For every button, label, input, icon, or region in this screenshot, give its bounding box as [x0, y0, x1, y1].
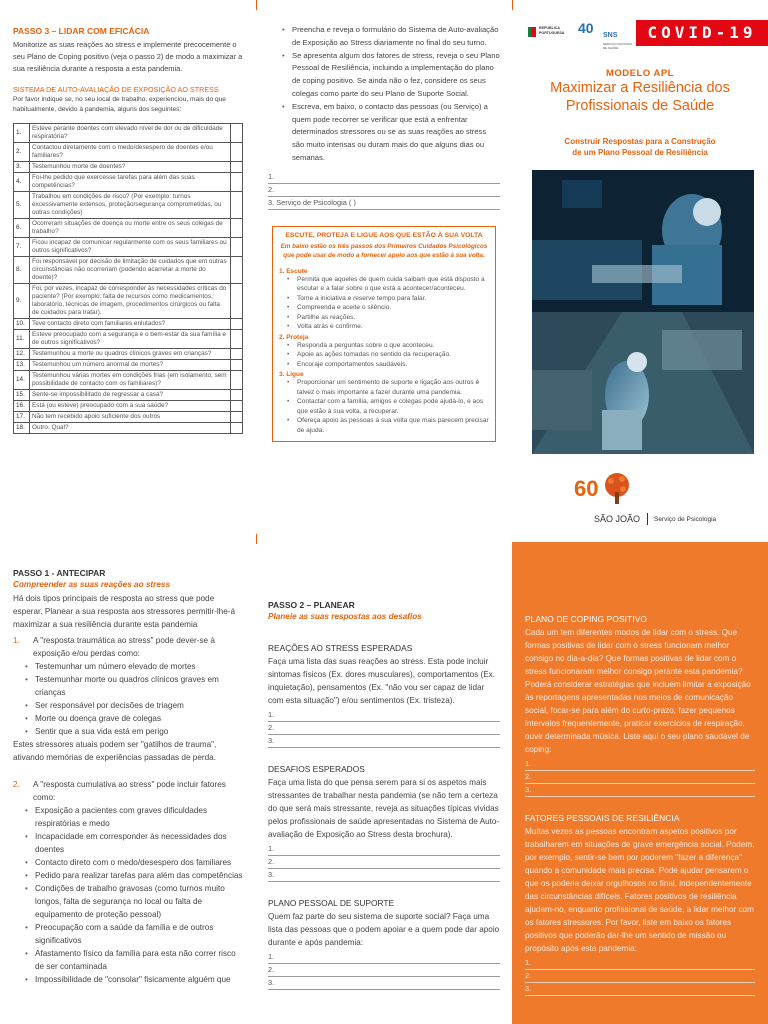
stress-row-text: Testemunhou morte de doentes? — [30, 162, 231, 173]
hospital-name: SÃO JOÃO — [594, 514, 641, 524]
stress-row-number: 18. — [14, 423, 30, 434]
support-lines — [268, 951, 500, 990]
stress-row-text: Está (ou esteve) preocupado com a sua saúde? — [30, 401, 231, 412]
reaction-line[interactable]: 3. — [268, 735, 500, 748]
stress-row — [14, 390, 243, 401]
stress-row — [14, 124, 243, 143]
stress-row-number: 8. — [14, 257, 30, 284]
support-line[interactable]: 2. — [268, 964, 500, 977]
stress-row-checkbox[interactable] — [231, 360, 243, 371]
stress-row-number: 4. — [14, 173, 30, 192]
col2-bullet: • Se apresenta algum dos fatores de stress, reveja o seu Plano Pessoal de Resiliência, incluindo a implementação do plano de coping positivo. Se ainda não o fez, considere os seus colegas como parte do seu Plano de Suporte Social. — [280, 50, 500, 101]
stress-row — [14, 257, 243, 284]
challenge-line[interactable]: 2. — [268, 856, 500, 869]
stress-row-checkbox[interactable] — [231, 238, 243, 257]
stress-row-number: 10. — [14, 319, 30, 330]
step1-item1-list — [13, 660, 245, 738]
stress-row-number: 14. — [14, 371, 30, 390]
step1-item2 — [13, 778, 245, 804]
step1-bullet: • Preocupação com a saúde da família e de outros significativos — [23, 921, 245, 947]
stress-row-number: 7. — [14, 238, 30, 257]
reaction-line[interactable]: 1. — [268, 709, 500, 722]
stress-row-text: Esteve preocupado com a segurança e o bem-estar da sua família e de outros significativos? — [30, 330, 231, 349]
flag-icon — [528, 27, 536, 37]
step1-title: PASSO 1 - ANTECIPAR — [13, 568, 106, 578]
step1-bullet: • Exposição a pacientes com graves dificuldades respiratórias e medo — [23, 804, 245, 830]
step1-bullet: • Testemunhar morte ou quadros clínicos graves em crianças — [23, 673, 245, 699]
col2-bullet: • Preencha e reveja o formulário do Sistema de Auto-avaliação de Exposição ao Stress diariamente no final do seu turno. — [280, 24, 500, 50]
system-intro: Por favor indique se, no seu local de trabalho, experienciou, mais do que habitualmente, devido à pandemia, alguns dos seguintes: — [13, 96, 226, 113]
resilience-line[interactable]: 1. — [525, 957, 755, 970]
step1-intro: Há dois tipos principais de resposta ao stress que pode esperar. Planear a sua resposta aos stressores permitir-lhe-á maximizar a sua resiliência durante esta pandemia — [13, 594, 236, 629]
fold-mark-top — [256, 0, 257, 10]
stress-row — [14, 371, 243, 390]
stress-row-checkbox[interactable] — [231, 219, 243, 238]
stress-row-number: 15. — [14, 390, 30, 401]
system-title: SISTEMA DE AUTO-AVALIAÇÃO DE EXPOSIÇÃO AO STRESS — [13, 85, 219, 95]
stress-row-number: 13. — [14, 360, 30, 371]
step1-after1: Estes stressores atuais podem ser "gatilhos de trauma", ativando memórias de experiências passadas de perda. — [13, 740, 217, 762]
stress-row-number: 2. — [14, 143, 30, 162]
contact-line-1[interactable]: 1. — [268, 171, 500, 184]
stress-row-number: 1. — [14, 124, 30, 143]
resilience-line[interactable]: 2. — [525, 970, 755, 983]
step1-bullet: • Morte ou doença grave de colegas — [23, 712, 245, 725]
step1-bullet: • Sentir que a sua vida está em perigo — [23, 725, 245, 738]
modelo-label: MODELO APL — [606, 68, 674, 79]
sns-logo: SNS SERVIÇO NACIONAL DE SAÚDE — [603, 32, 633, 50]
coping-heading: PLANO DE COPING POSITIVO — [525, 614, 648, 624]
reactions-lines — [268, 709, 500, 748]
stress-row-checkbox[interactable] — [231, 401, 243, 412]
stress-table — [13, 123, 243, 434]
stress-row-number: 9. — [14, 284, 30, 319]
challenges-lines — [268, 843, 500, 882]
resilience-line[interactable]: 3. — [525, 983, 755, 996]
stress-row-number: 6. — [14, 219, 30, 238]
resilience-text: Muitas vezes as pessoas encontram aspetos positivos por trabalharem em situações de grave emergência social. Podem, por exemplo, sentir-se bem por poderem "fazer a diferença" quando a comunidade mais precisa. Pode ajudar pensarem o que os poderia deixar orgulhosos no final, independentemente das circunstâncias difíceis. Fatores positivos de resiliência ajudam-no, enquanto profissional de saúde, a lidar melhor com os fatores stressores. Por favor, liste em baixo os fatores positivos que poderão dar-lhe um sentido de missão ou propósito após esta pandemia: — [525, 827, 755, 953]
step1-bullet: • Impossibilidade de "consolar" fisicamente alguém que — [23, 973, 245, 986]
stress-row-text: Ocorreram situações de doença ou morte entre os seus colegas de trabalho? — [30, 219, 231, 238]
step1-bullet: • Condições de trabalho gravosas (como turnos muito longos, falta de segurança no local ou falta de equipamento de proteção pessoal) — [23, 882, 245, 921]
stress-row-text: Testemunhou várias mortes em condições frias (em isolamento, sem possibilidade de contacto com os familiares)? — [30, 371, 231, 390]
step1-bullet: • Incapacidade em corresponder às necessidades dos doentes — [23, 830, 245, 856]
step1-subtitle: Compreender as suas reações ao stress — [13, 580, 171, 589]
cover-subtitle-1: Construir Respostas para a Construção — [564, 137, 716, 146]
stress-row-checkbox[interactable] — [231, 143, 243, 162]
stress-row-checkbox[interactable] — [231, 423, 243, 434]
coping-line[interactable]: 1. — [525, 758, 755, 771]
item1-number: 1. — [13, 636, 20, 645]
cover-photo — [532, 170, 754, 454]
stress-row — [14, 412, 243, 423]
cover-subtitle-2: de um Plano Pessoal de Resiliência — [572, 148, 708, 157]
col2-bullets — [268, 24, 500, 165]
pfa-item: • Proporcionar um sentimento de suporte e ligação aos outros é talvez o mais importante a fazer durante uma pandemia. — [285, 378, 489, 397]
stress-row-text: Foi responsável por decisão de limitação de cuidados que em outras circunstâncias não ocorreriam (podendo acarretar a morte do doente)? — [30, 257, 231, 284]
stress-row — [14, 219, 243, 238]
cover-title-2: Profissionais de Saúde — [565, 98, 715, 114]
pfa-item: • Encoraje comportamentos saudáveis. — [285, 360, 489, 370]
stress-row-number: 12. — [14, 349, 30, 360]
step1-bullet: • Pedido para realizar tarefas para além das competências — [23, 869, 245, 882]
item2-text: A "resposta cumulativa ao stress" pode incluir fatores como: — [33, 780, 226, 802]
stress-row-checkbox[interactable] — [231, 330, 243, 349]
stress-row — [14, 173, 243, 192]
pfa-title: ESCUTE, PROTEJA E LIGUE AOS QUE ESTÃO À SUA VOLTA — [285, 231, 483, 239]
challenges-heading: DESAFIOS ESPERADOS — [268, 764, 365, 774]
stress-row-text: Teve contacto direto com familiares enlutados? — [30, 319, 231, 330]
pfa-s2-title: 2. Proteja — [279, 333, 309, 341]
hospital-logo-number: 60 — [574, 476, 599, 501]
stress-row — [14, 192, 243, 219]
photo-illustration — [532, 170, 754, 454]
stress-row-checkbox[interactable] — [231, 162, 243, 173]
stress-row-text: Foi-lhe pedido que exercesse tarefas para além das suas competências? — [30, 173, 231, 192]
hospital-service: Serviço de Psicologia — [654, 516, 717, 523]
step2-subtitle: Planeie as suas respostas aos desafios — [268, 612, 422, 621]
pfa-s2-list — [279, 341, 489, 370]
reactions-text: Faça uma lista das suas reações ao stress. Esta pode incluir sintomas físicos (Ex. dores musculares), comportamentos (Ex. inquietação), pensamentos (Ex. "não vou ser capaz de lidar com esta situação") e/ou sentimentos (Ex. tristeza). — [268, 657, 496, 705]
stress-row-text: Não tem recebido apoio suficiente dos outros — [30, 412, 231, 423]
stress-row-text: Esteve perante doentes com elevado nível de dor ou de dificuldade respiratória? — [30, 124, 231, 143]
support-line[interactable]: 3. — [268, 977, 500, 990]
step2-section — [268, 600, 500, 1024]
stress-row — [14, 319, 243, 330]
pfa-item: • Ofereça apoio às pessoas à sua volta que mais parecem precisar de ajuda. — [285, 416, 489, 435]
stress-row-checkbox[interactable] — [231, 124, 243, 143]
step3-section — [13, 26, 245, 526]
pfa-item: • Volta atrás e confirme. — [285, 322, 489, 332]
pfa-subtitle: Em baixo estão os três passos dos Primeiros Cuidados Psicológicos que pode usar de modo a fornecer apoio aos que estão à sua volta. — [280, 242, 488, 259]
reactions-heading: REAÇÕES AO STRESS ESPERADAS — [268, 643, 413, 653]
pfa-s3-list — [279, 378, 489, 435]
stress-row-number: 11. — [14, 330, 30, 349]
step1-item2-list — [13, 804, 245, 986]
stress-row-checkbox[interactable] — [231, 173, 243, 192]
step2-title: PASSO 2 – PLANEAR — [268, 600, 355, 610]
stress-row-checkbox[interactable] — [231, 371, 243, 390]
stress-row-number: 16. — [14, 401, 30, 412]
stress-row-checkbox[interactable] — [231, 349, 243, 360]
reaction-line[interactable]: 2. — [268, 722, 500, 735]
republica-text: REPÚBLICA PORTUGUESA — [539, 26, 565, 35]
resilience-heading: FATORES PESSOAIS DE RESILIÊNCIA — [525, 813, 680, 823]
stress-row — [14, 423, 243, 434]
stress-row-text: Testemunhou a morte ou quadros clínicos graves em crianças? — [30, 349, 231, 360]
fold-mark-mid — [256, 534, 257, 544]
stress-row — [14, 401, 243, 412]
step1-bullet: • Ser responsável por decisões de triagem — [23, 699, 245, 712]
stress-row-checkbox[interactable] — [231, 257, 243, 284]
contact-line-2[interactable]: 2. — [268, 184, 500, 197]
step3-intro: Monitorize as suas reações ao stress e implemente precocemente o seu Plano de Coping positivo (veja o passo 2) de modo a maximizar a sua resiliência durante a resposta a esta pandemia. — [13, 40, 243, 73]
coping-lines — [525, 758, 755, 797]
resilience-lines — [525, 957, 755, 996]
col2-top — [268, 24, 500, 524]
coping-line[interactable]: 2. — [525, 771, 755, 784]
pfa-item: • Apoie as ações tomadas no sentido da recuperação. — [285, 350, 489, 360]
pfa-item: • Compreenda e aceite o silêncio. — [285, 303, 489, 313]
stress-row-text: Contactou diretamente com o medo/desespero de doentes e/ou familiares? — [30, 143, 231, 162]
stress-row-text: Outro. Qual? — [30, 423, 231, 434]
stress-row-checkbox[interactable] — [231, 284, 243, 319]
item2-number: 2. — [13, 780, 20, 789]
stress-row-checkbox[interactable] — [231, 390, 243, 401]
support-text: Quem faz parte do seu sistema de suporte social? Faça uma lista das pessoas que o podem apoiar e a quem pode dar apoio durante e após pandemia: — [268, 912, 500, 947]
step1-section — [13, 568, 245, 1024]
stress-row — [14, 349, 243, 360]
pfa-box — [272, 226, 496, 443]
stress-row — [14, 143, 243, 162]
stress-row-text: Trabalhou em condições de risco? (Por exemplo: turnos excessivamente extensos, proteção/segurança comprometidas, ou outras condições) — [30, 192, 231, 219]
pfa-item: • Tome a iniciativa e reserve tempo para falar. — [285, 294, 489, 304]
stress-row — [14, 162, 243, 173]
pfa-item: • Permita que aqueles de quem cuida saibam que está disposto a escutar e a falar sobre o que está a acontecer/aconteceu. — [285, 275, 489, 294]
stress-row-text: Sente-se impossibilitado de regressar a casa? — [30, 390, 231, 401]
sns-text: SNS — [603, 32, 618, 39]
contact-line-3[interactable]: 3. Serviço de Psicologia ( ) — [268, 197, 500, 210]
step1-item1 — [13, 634, 245, 660]
challenge-line[interactable]: 1. — [268, 843, 500, 856]
col2-bullet: • Escreva, em baixo, o contacto das pessoas (ou Serviço) a quem pode recorrer se verificar que está a enfrentar determinados stressores ou se as suas reações ao stress são muito intensas ou duram mais do que alguns dias ou semanas. — [280, 101, 500, 165]
stress-row — [14, 360, 243, 371]
stress-row-number: 17. — [14, 412, 30, 423]
coping-text: Cada um tem diferentes modos de lidar com o stress. Que formas positivas de lidar com o stress funcionam melhor consigo no dia-a-dia? Que formas positivas de lidar com o stress funcionaram melhor consigo perante esta pandemia? Poderá considerar estratégias que incluem limitar a exposição às reportagens apresentadas nos meios de comunicação social, focar-se para além do curto-prazo, fazer pequenos intervalos frequentemente, praticar exercícios de respiração, ouvir determinada música. Liste aqui o seu plano saudável de coping: — [525, 628, 751, 754]
stress-row-number: 3. — [14, 162, 30, 173]
step3-title: PASSO 3 – LIDAR COM EFICÁCIA — [13, 26, 150, 36]
covid-badge — [636, 20, 768, 46]
coping-panel — [512, 542, 768, 1024]
stress-row-text: Testemunhou um número anormal de mortes? — [30, 360, 231, 371]
challenges-text: Faça uma lista do que pensa serem para si os aspetos mais stressantes de trabalhar nesta pandemia (se não tem a certeza do que será mais stressante, reveja as situações típicas vividas pelos profissionais de saúde apresentadas no Sistema de Auto-avaliação de Exposição ao Stress desta brochura). — [268, 778, 500, 839]
support-heading: PLANO PESSOAL DE SUPORTE — [268, 898, 395, 908]
stress-row-text: Ficou incapaz de comunicar regularmente com os seus familiares ou outros significativos? — [30, 238, 231, 257]
pfa-item: • Responda a perguntas sobre o que aconteceu. — [285, 341, 489, 351]
support-line[interactable]: 1. — [268, 951, 500, 964]
stress-row-number: 5. — [14, 192, 30, 219]
pfa-item: • Partilhe as reações. — [285, 313, 489, 323]
republica-logo — [528, 26, 580, 38]
stress-row-checkbox[interactable] — [231, 319, 243, 330]
pfa-s3-title: 3. Ligue — [279, 371, 304, 379]
step1-bullet: • Testemunhar um número elevado de mortes — [23, 660, 245, 673]
step1-bullet: • Afastamento físico da família para esta não correr risco de ser contaminada — [23, 947, 245, 973]
stress-row — [14, 284, 243, 319]
stress-row — [14, 330, 243, 349]
step1-bullet: • Contacto direto com o medo/desespero dos familiares — [23, 856, 245, 869]
tree-icon — [602, 472, 632, 506]
hospital-logo — [574, 472, 634, 508]
forty-logo — [578, 20, 600, 38]
stress-row — [14, 238, 243, 257]
cover-title-1: Maximizar a Resiliência dos — [550, 80, 730, 96]
pfa-s1-title: 1. Escute — [279, 267, 308, 275]
coping-line[interactable]: 3. — [525, 784, 755, 797]
hospital-divider — [647, 513, 648, 525]
forty-text: 40 — [578, 20, 594, 36]
item1-text: A "resposta traumática ao stress" pode dever-se à exposição e/ou perdas como: — [33, 636, 215, 658]
covid-badge-text: COVID-19 — [647, 23, 757, 42]
pfa-s1-list — [279, 275, 489, 332]
stress-row-checkbox[interactable] — [231, 412, 243, 423]
stress-row-text: Foi, por vezes, incapaz de corresponder às necessidades críticas do paciente? (Por exemplo: falta de recursos como medicamentos, laboratório, técnicas de imagem, procedimentos cirúrgicos ou falta de cuidados para tratar). — [30, 284, 231, 319]
challenge-line[interactable]: 3. — [268, 869, 500, 882]
pfa-item: • Contactar com a família, amigos e colegas pode ajudá-lo, e aos que estão à sua volta, a recuperar. — [285, 397, 489, 416]
stress-row-checkbox[interactable] — [231, 192, 243, 219]
